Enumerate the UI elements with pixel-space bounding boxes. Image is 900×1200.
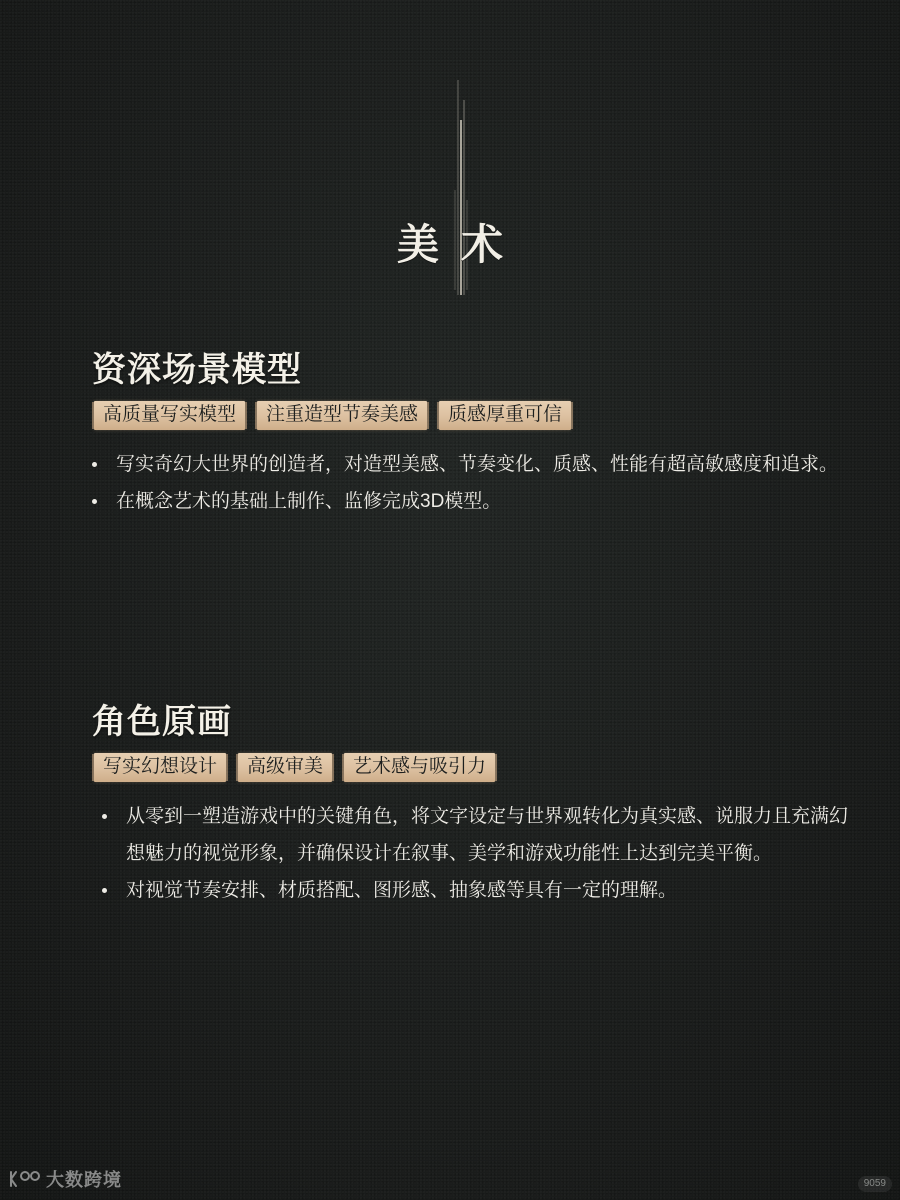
bullet-icon — [92, 462, 97, 467]
list-item-text: 从零到一塑造游戏中的关键角色，将文字设定与世界观转化为真实感、说服力且充满幻想魅力的视觉形象，并确保设计在叙事、美学和游戏功能性上达到完美平衡。 — [126, 806, 849, 864]
list-item — [92, 483, 852, 520]
tag-list — [94, 753, 852, 782]
list-item-text: 写实奇幻大世界的创造者，对造型美感、节奏变化、质感、性能有超高敏感度和追求。 — [116, 454, 839, 475]
list-item — [92, 446, 852, 483]
section-heading: 角色原画 — [92, 702, 232, 742]
tag: 艺术感与吸引力 — [344, 753, 495, 782]
list-item-text: 对视觉节奏安排、材质搭配、图形感、抽象感等具有一定的理解。 — [126, 880, 678, 901]
tag: 写实幻想设计 — [94, 753, 226, 782]
section-heading: 资深场景模型 — [92, 350, 302, 390]
corner-badge: 9059 — [858, 1176, 892, 1192]
bullet-icon — [102, 888, 107, 893]
tag: 注重造型节奏美感 — [257, 401, 427, 430]
section-scene-model — [92, 345, 852, 520]
bullet-list — [92, 446, 852, 520]
watermark — [8, 1166, 122, 1192]
page-title: 美术 — [396, 220, 525, 269]
list-item — [102, 798, 852, 872]
list-item — [102, 872, 852, 909]
bullet-icon — [102, 814, 107, 819]
brand-logo-icon — [8, 1168, 42, 1190]
tag-list — [94, 401, 852, 430]
section-character-concept — [92, 697, 852, 909]
tag: 质感厚重可信 — [439, 401, 571, 430]
tag: 高质量写实模型 — [94, 401, 245, 430]
tag: 高级审美 — [238, 753, 332, 782]
watermark-text: 大数跨境 — [46, 1170, 122, 1190]
bullet-list — [102, 798, 852, 909]
list-item-text: 在概念艺术的基础上制作、监修完成3D模型。 — [116, 491, 502, 512]
bullet-icon — [92, 499, 97, 504]
